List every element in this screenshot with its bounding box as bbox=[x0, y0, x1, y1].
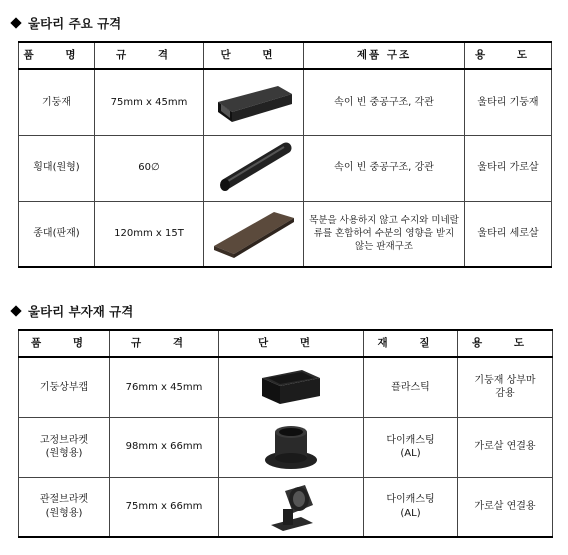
post-cap-image bbox=[219, 357, 364, 417]
header-use: 용 도 bbox=[458, 330, 553, 357]
row-spec: 60∅ bbox=[95, 135, 204, 201]
row-spec: 75mm x 45mm bbox=[95, 69, 204, 135]
header-spec: 규 격 bbox=[110, 330, 219, 357]
row-structure: 목분을 사용하지 않고 수지와 미네랄류를 혼합하여 수분의 영향을 받지 않는 판재구조 bbox=[304, 201, 465, 267]
row-spec: 98mm x 66mm bbox=[110, 417, 219, 477]
row-material: 플라스틱 bbox=[364, 357, 458, 417]
row-name: 종대(판재) bbox=[19, 201, 95, 267]
table-header-row bbox=[19, 42, 552, 69]
table-header-row bbox=[19, 330, 553, 357]
header-material: 재 질 bbox=[364, 330, 458, 357]
row-name: 기둥재 bbox=[19, 69, 95, 135]
table-row bbox=[19, 135, 552, 201]
header-use: 용 도 bbox=[465, 42, 552, 69]
round-pipe-image bbox=[204, 135, 304, 201]
row-use: 울타리 기둥재 bbox=[465, 69, 552, 135]
row-material: 다이캐스팅 (AL) bbox=[364, 417, 458, 477]
row-use: 기둥재 상부마감용 bbox=[458, 357, 553, 417]
main-spec-table bbox=[18, 41, 552, 268]
row-name: 관절브라켓 (원형용) bbox=[19, 477, 110, 537]
row-use: 가로살 연결용 bbox=[458, 477, 553, 537]
diamond-bullet-icon bbox=[10, 17, 21, 28]
round-bracket-image bbox=[219, 417, 364, 477]
row-spec: 76mm x 45mm bbox=[110, 357, 219, 417]
rectangular-tube-image bbox=[204, 69, 304, 135]
table-row bbox=[19, 417, 553, 477]
header-section: 단 면 bbox=[219, 330, 364, 357]
joint-bracket-image bbox=[219, 477, 364, 537]
section1-title: 울타리 주요 규격 bbox=[12, 14, 121, 32]
row-structure: 속이 빈 중공구조, 각관 bbox=[304, 69, 465, 135]
row-use: 울타리 세로살 bbox=[465, 201, 552, 267]
table-row bbox=[19, 477, 553, 537]
row-use: 울타리 가로살 bbox=[465, 135, 552, 201]
row-use: 가로살 연결용 bbox=[458, 417, 553, 477]
section2-title: 울타리 부자재 규격 bbox=[12, 302, 133, 320]
accessory-spec-table bbox=[18, 329, 553, 538]
row-name: 고정브라켓 (원형용) bbox=[19, 417, 110, 477]
row-name: 기둥상부캡 bbox=[19, 357, 110, 417]
row-name: 횡대(원형) bbox=[19, 135, 95, 201]
header-section: 단 면 bbox=[204, 42, 304, 69]
row-spec: 75mm x 66mm bbox=[110, 477, 219, 537]
header-name: 품 명 bbox=[19, 330, 110, 357]
row-structure: 속이 빈 중공구조, 강관 bbox=[304, 135, 465, 201]
table-row bbox=[19, 357, 553, 417]
table-row bbox=[19, 69, 552, 135]
diamond-bullet-icon bbox=[10, 305, 21, 316]
wood-plank-image bbox=[204, 201, 304, 267]
row-spec: 120mm x 15T bbox=[95, 201, 204, 267]
header-structure: 제품 구조 bbox=[304, 42, 465, 69]
header-spec: 규 격 bbox=[95, 42, 204, 69]
table-row bbox=[19, 201, 552, 267]
row-material: 다이캐스팅 (AL) bbox=[364, 477, 458, 537]
header-name: 품 명 bbox=[19, 42, 95, 69]
